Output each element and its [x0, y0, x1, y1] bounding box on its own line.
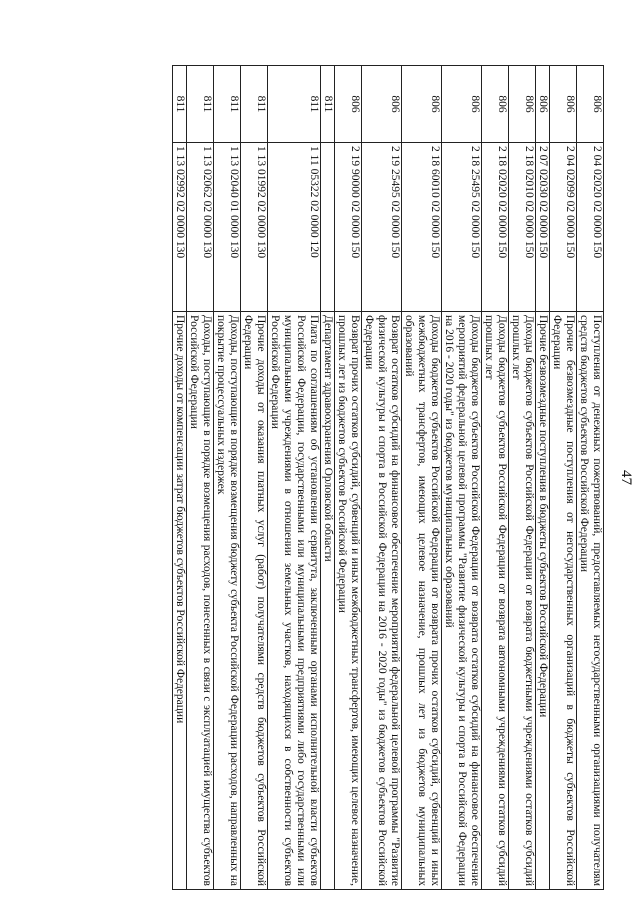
rotated-page [72, 65, 634, 890]
admin-code-cell: 806 [442, 66, 482, 143]
admin-code-cell: 806 [402, 66, 442, 143]
revenue-code-cell: 1 13 01992 02 0000 130 [241, 143, 268, 312]
table-row [241, 66, 268, 890]
revenue-classification-table [172, 65, 604, 890]
table-row [550, 66, 577, 890]
revenue-name-cell: Доходы бюджетов субъектов Российской Федерации от возврата бюджетными учреждениями остатков субсидий прошлых лет [509, 312, 536, 890]
admin-code-cell: 811 [241, 66, 268, 143]
revenue-code-cell: 2 19 90000 02 0000 150 [335, 143, 362, 312]
revenue-code-cell: 1 11 05322 02 0000 120 [268, 143, 321, 312]
revenue-code-cell: 2 04 02099 02 0000 150 [550, 143, 577, 312]
table-row [536, 66, 550, 890]
admin-code-cell: 806 [536, 66, 550, 143]
revenue-code-cell: 1 13 02062 02 0000 130 [187, 143, 214, 312]
admin-code-cell: 806 [362, 66, 402, 143]
revenue-name-cell: Доходы, поступающие в порядке возмещения бюджету субъекта Российской Федерации расходов, направленных на покрытие процессуальных издержек [214, 312, 241, 890]
table-row [321, 66, 335, 890]
department-name-cell: Департамент здравоохранения Орловской области [321, 312, 335, 890]
admin-code-cell: 806 [509, 66, 536, 143]
admin-code-cell: 806 [577, 66, 604, 143]
revenue-code-cell: 2 18 60010 02 0000 150 [402, 143, 442, 312]
table-row [187, 66, 214, 890]
revenue-code-cell: 2 18 25495 02 0000 150 [442, 143, 482, 312]
admin-code-cell: 811 [187, 66, 214, 143]
revenue-name-cell: Доходы бюджетов субъектов Российской Федерации от возврата автономными учреждениями остатков субсидий прошлых лет [482, 312, 509, 890]
admin-code-cell: 806 [550, 66, 577, 143]
revenue-name-cell: Прочие доходы от оказания платных услуг (работ) получателями средств бюджетов субъектов Российской Федерации [241, 312, 268, 890]
table-row [268, 66, 321, 890]
table-row [362, 66, 402, 890]
table-row [214, 66, 241, 890]
admin-code-cell: 811 [214, 66, 241, 143]
revenue-code-cell: 2 07 02030 02 0000 150 [536, 143, 550, 312]
admin-code-cell: 811 [321, 66, 335, 143]
revenue-name-cell: Доходы бюджетов субъектов Российской Федерации от возврата прочих остатков субсидий, субвенций и иных межбюджетных трансфертов, имеющих целевое назначение, прошлых лет из бюджетов муниципальных образований [402, 312, 442, 890]
table-row [509, 66, 536, 890]
revenue-name-cell: Прочие безвозмездные поступления от негосударственных организаций в бюджеты субъектов Российской Федерации [550, 312, 577, 890]
revenue-name-cell: Доходы, поступающие в порядке возмещения расходов, понесенных в связи с эксплуатацией имущества субъектов Российской Федерации [187, 312, 214, 890]
revenue-code-cell: 2 18 02010 02 0000 150 [509, 143, 536, 312]
revenue-code-cell: 1 13 02040 01 0000 130 [214, 143, 241, 312]
table-row [335, 66, 362, 890]
admin-code-cell: 806 [482, 66, 509, 143]
revenue-code-cell [321, 143, 335, 312]
revenue-name-cell: Доходы бюджетов субъектов Российской Федерации от возврата остатков субсидий на финансовое обеспечение мероприятий федеральной целевой программы "Развитие физической культуры и спорта в Российской Федерации на 2016 - 2020 годы" из бюджетов муниципальных образований [442, 312, 482, 890]
table-row [442, 66, 482, 890]
revenue-name-cell: Возврат остатков субсидий на финансовое обеспечение мероприятий федеральной целевой программы "Развитие физической культуры и спорта в Российской Федерации на 2016 - 2020 годы" из бюджетов субъектов Российской Федерации [362, 312, 402, 890]
revenue-name-cell: Плата по соглашениям об установлении сервитута, заключенным органами исполнительной власти субъектов Российской Федерации, государственными или муниципальными предприятиями либо государственными или муниципальными учреждениями в отношении земельных участков, находящихся в собственности субъектов Российской Федерации [268, 312, 321, 890]
revenue-name-cell: Прочие доходы от компенсации затрат бюджетов субъектов Российской Федерации [173, 312, 187, 890]
revenue-code-cell: 1 13 02992 02 0000 130 [173, 143, 187, 312]
admin-code-cell: 806 [335, 66, 362, 143]
revenue-name-cell: Поступления от денежных пожертвований, предоставляемых негосударственными организациями получателям средств бюджетов субъектов Российской Федерации [577, 312, 604, 890]
admin-code-cell: 811 [268, 66, 321, 143]
revenue-name-cell: Прочие безвозмездные поступления в бюджеты субъектов Российской Федерации [536, 312, 550, 890]
page-number: 47 [618, 470, 634, 485]
revenue-code-cell: 2 04 02020 02 0000 150 [577, 143, 604, 312]
table-row [482, 66, 509, 890]
table-row [173, 66, 187, 890]
table-row [577, 66, 604, 890]
revenue-name-cell: Возврат прочих остатков субсидий, субвенций и иных межбюджетных трансфертов, имеющих целевое назначение, прошлых лет из бюджетов субъектов Российской Федерации [335, 312, 362, 890]
table-row [402, 66, 442, 890]
revenue-code-cell: 2 19 25495 02 0000 150 [362, 143, 402, 312]
admin-code-cell: 811 [173, 66, 187, 143]
revenue-code-cell: 2 18 02020 02 0000 150 [482, 143, 509, 312]
